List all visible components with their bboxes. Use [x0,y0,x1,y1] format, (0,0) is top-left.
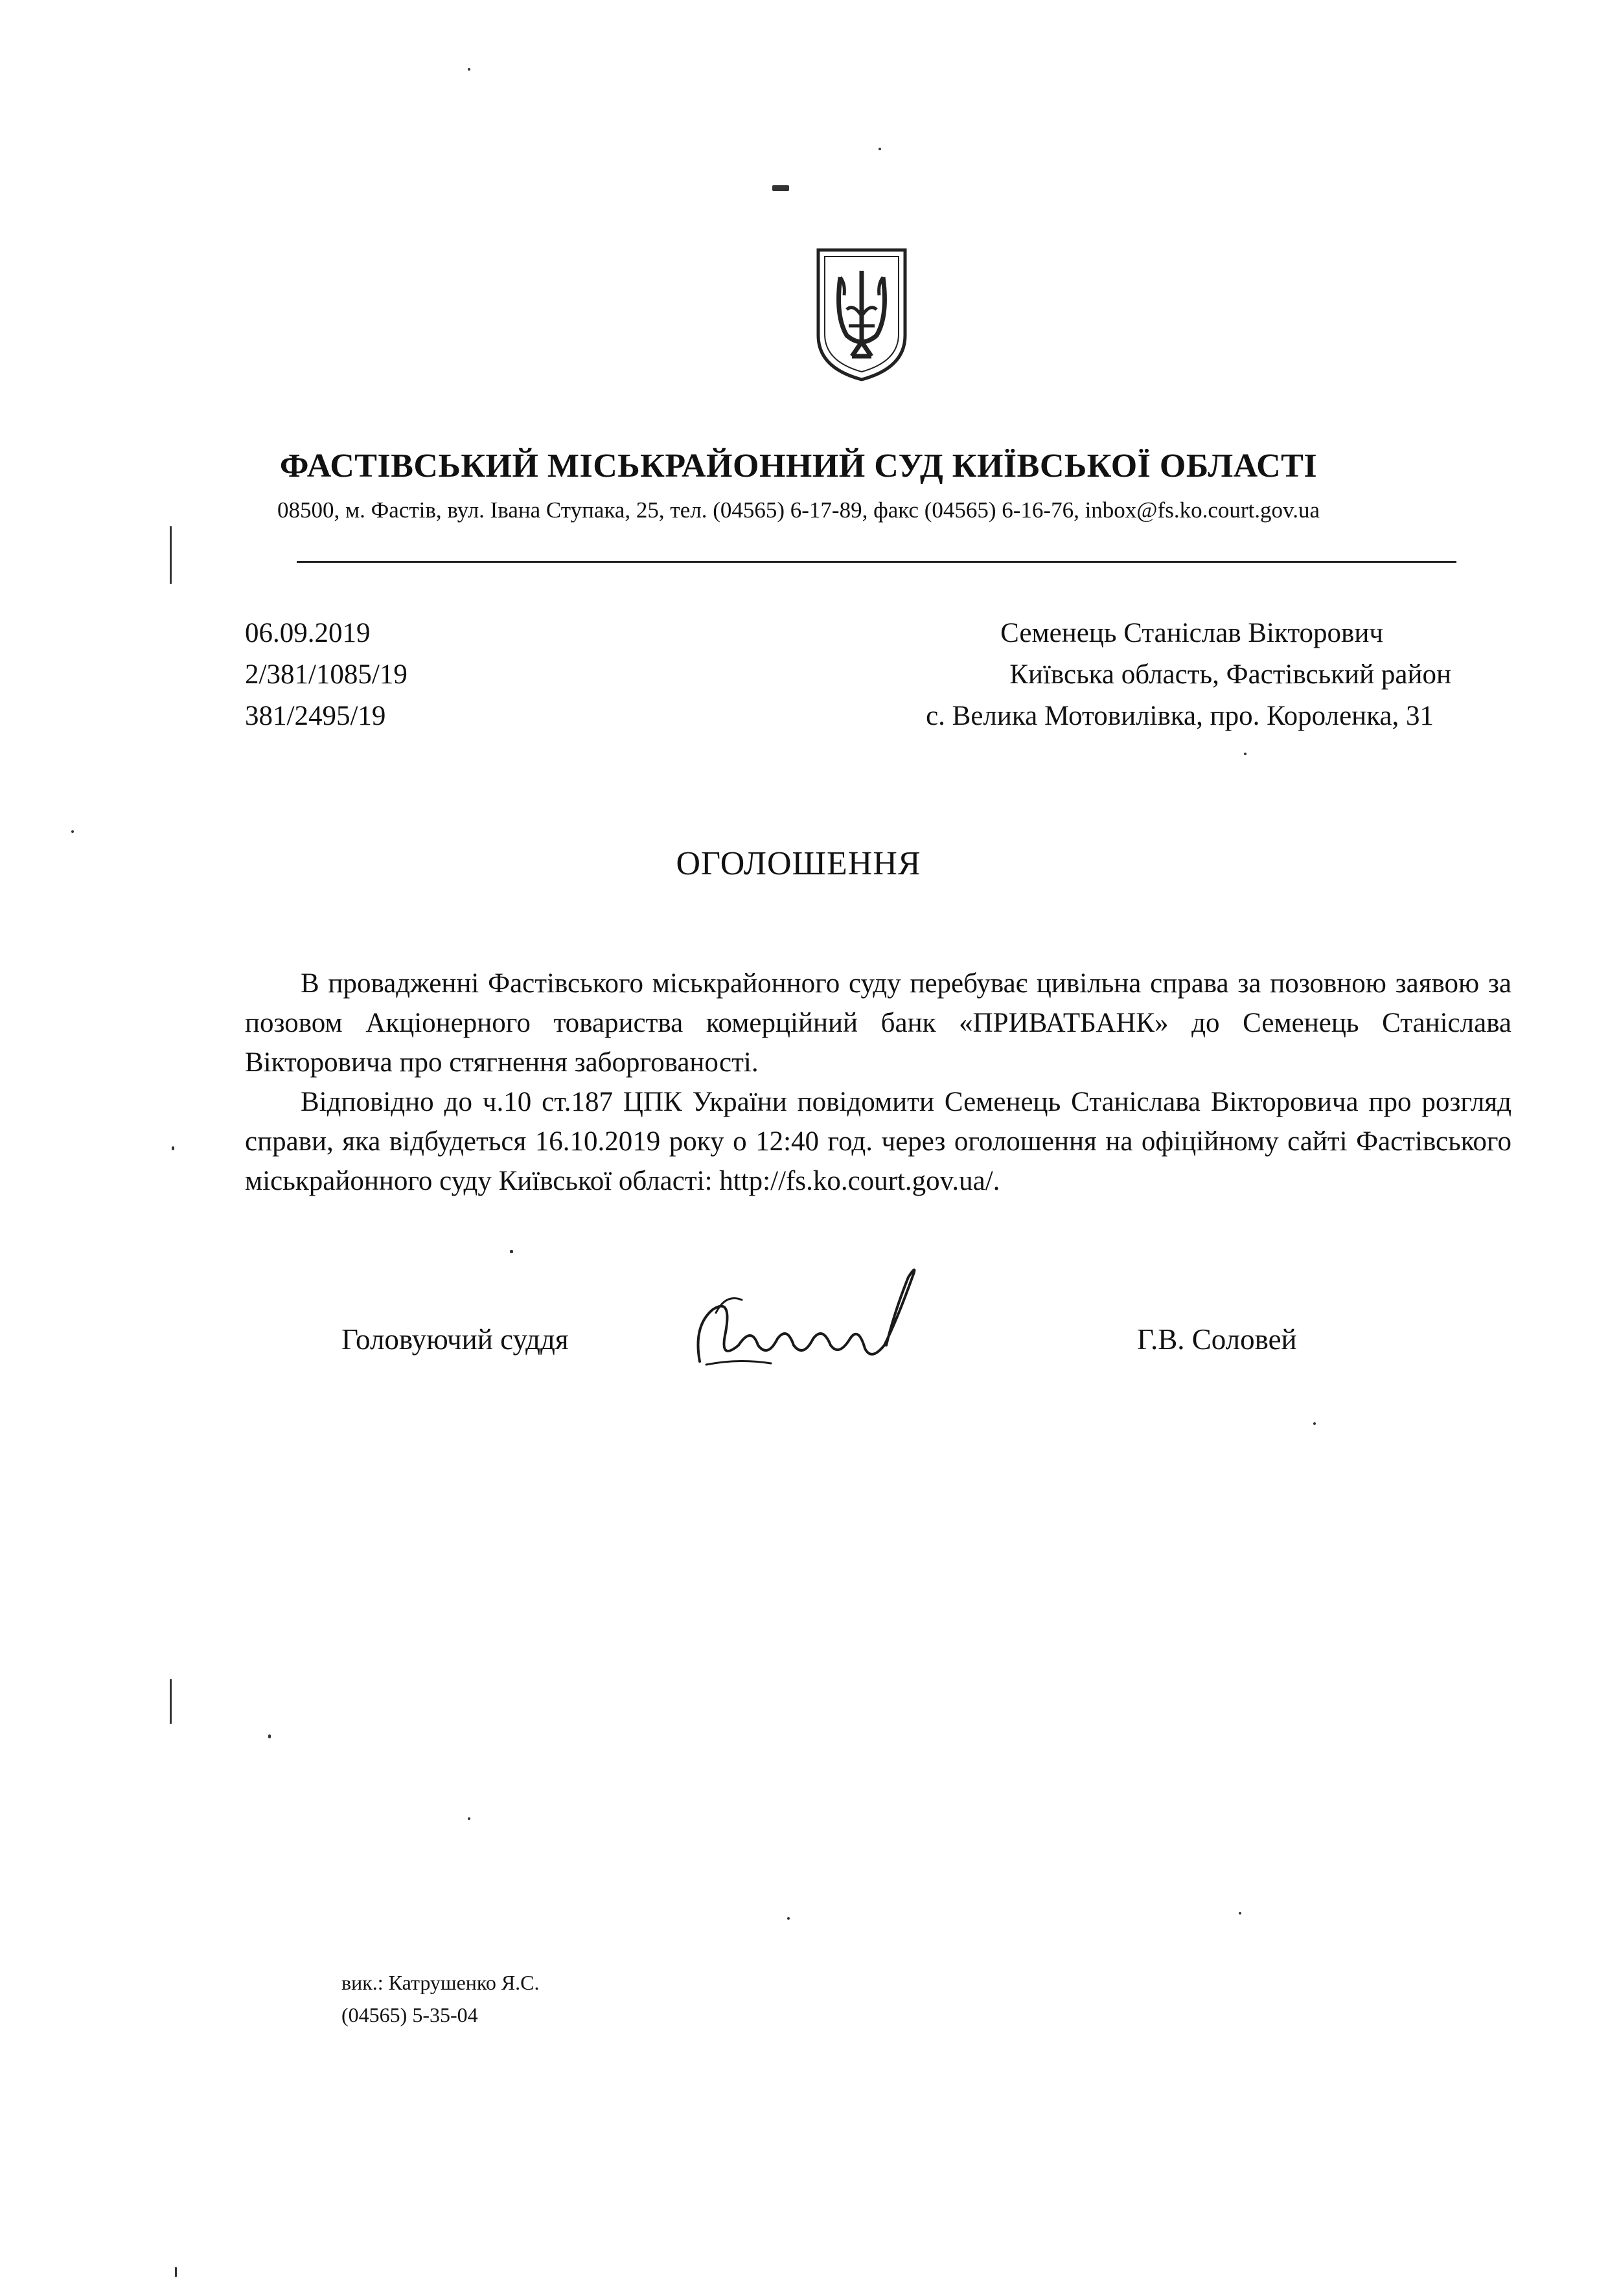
executor-phone: (04565) 5-35-04 [341,2003,478,2027]
scan-artifact [268,1734,271,1738]
case-number: 2/381/1085/19 [245,659,408,690]
recipient-street: с. Велика Мотовилівка, про. Короленка, 31 [926,701,1434,731]
body-paragraph-2: Відповідно до ч.10 ст.187 ЦПК України повідомити Семенець Станіслава Вікторовича про розгляд справи, яка відбудеться 16.10.2019 року о 12:40 год. через оголошення на офіційному сайті Фастівського міськрайонного суду Київської області: http://fs.ko.court.gov.ua/. [245,1087,1511,1196]
announcement-body [245,964,1511,1201]
scan-artifact [772,185,789,191]
signature-row [0,1310,1597,1413]
reference-block [245,613,408,737]
scan-artifact [175,2267,177,2277]
executor-block [341,1966,540,2031]
trident-coat-of-arms-icon [813,245,910,383]
scan-artifact [170,526,172,584]
court-name: ФАСТІВСЬКИЙ МІСЬКРАЙОННИЙ СУД КИЇВСЬКОЇ ОБЛАСТІ [279,448,1318,484]
scan-artifact [170,1679,172,1724]
recipient-region: Київська область, Фастівський район [1009,659,1451,690]
scan-artifact [468,68,470,71]
header-divider [297,561,1456,563]
scan-artifact [1313,1422,1316,1425]
scan-artifact [879,148,881,150]
outgoing-number: 381/2495/19 [245,701,386,731]
judge-name: Г.В. Соловей [1137,1323,1297,1356]
document-title: ОГОЛОШЕННЯ [676,845,921,882]
scan-artifact [787,1917,790,1920]
judge-role: Головуючий суддя [341,1323,569,1356]
document-date: 06.09.2019 [245,618,371,648]
scan-artifact [1244,753,1247,755]
recipient-block [926,613,1451,737]
executor-name: вик.: Катрушенко Я.С. [341,1971,540,1994]
body-paragraph-1: В провадженні Фастівського міськрайонного суду перебуває цивільна справа за позовною заявою за позовом Акціонерного товариства комерційний банк «ПРИВАТБАНК» до Семенець Станіслава Вікторовича про стягнення заборгованості. [245,968,1511,1078]
court-address-line: 08500, м. Фастів, вул. Івана Ступака, 25, тел. (04565) 6-17-89, факс (04565) 6-16-76, inbox@fs.ko.court.gov.ua [277,497,1320,523]
scan-artifact [510,1250,513,1253]
recipient-name: Семенець Станіслав Вікторович [1000,618,1383,648]
scan-artifact [71,830,74,833]
scan-artifact [172,1146,174,1150]
scan-artifact [468,1817,470,1820]
handwritten-signature [680,1248,939,1391]
scan-artifact [1239,1912,1241,1915]
